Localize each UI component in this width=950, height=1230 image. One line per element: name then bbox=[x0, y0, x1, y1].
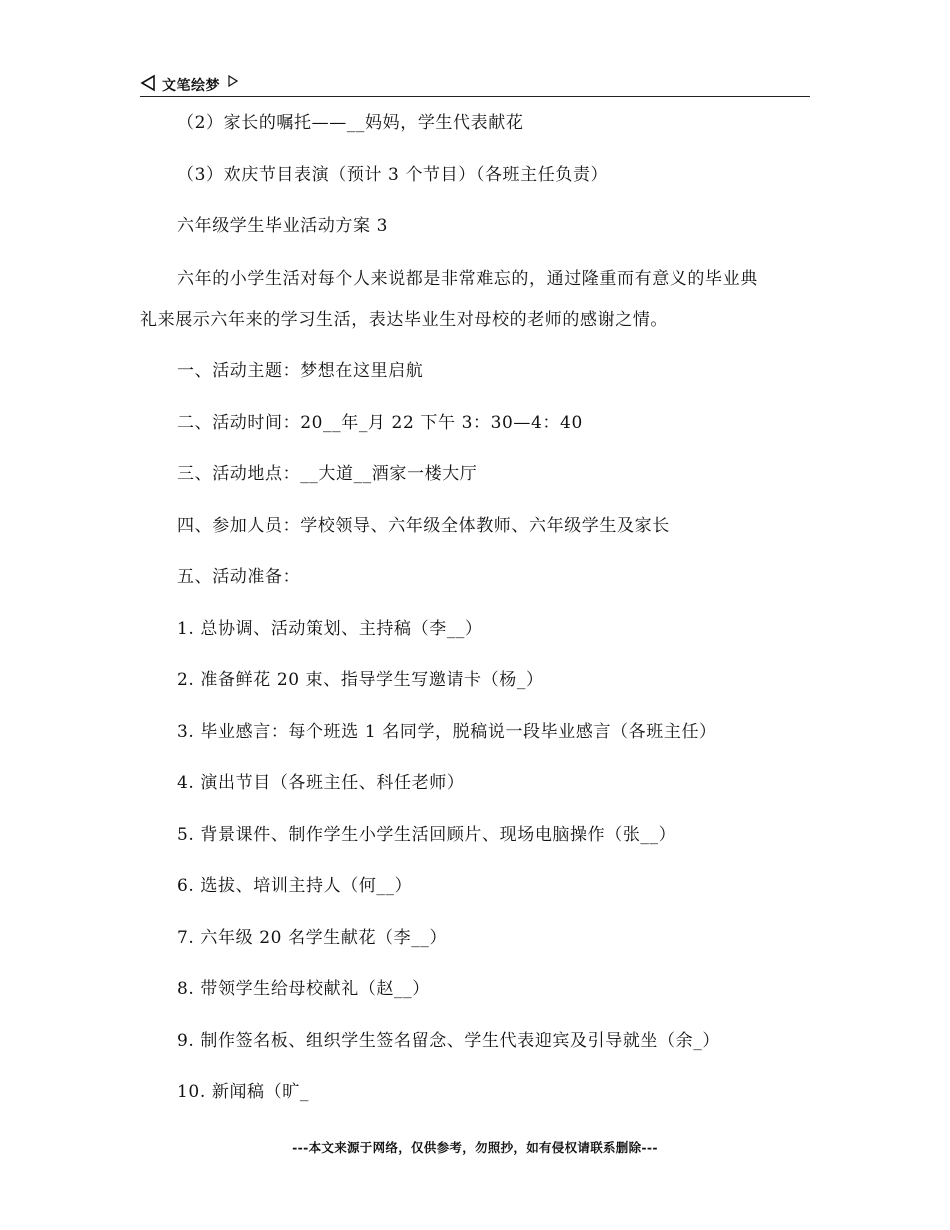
paragraph-line: 礼来展示六年来的学习生活，表达毕业生对母校的老师的感谢之情。 bbox=[140, 309, 668, 330]
text-line: 三、活动地点：__大道__酒家一楼大厅 bbox=[177, 464, 478, 484]
list-item: 6. 选拔、培训主持人（何__） bbox=[177, 876, 413, 896]
list-item: 4. 演出节目（各班主任、科任老师） bbox=[177, 773, 465, 793]
page-footer: ---本文来源于网络，仅供参考，勿照抄，如有侵权请联系删除--- bbox=[292, 1140, 658, 1155]
text-line: 五、活动准备： bbox=[177, 567, 301, 587]
list-item: 2. 准备鲜花 20 束、指导学生写邀请卡（杨_） bbox=[177, 670, 544, 690]
list-item: 10. 新闻稿（旷_ bbox=[177, 1082, 309, 1102]
back-arrow-icon[interactable] bbox=[140, 74, 156, 92]
section-heading: 六年级学生毕业活动方案 3 bbox=[177, 216, 389, 236]
brand-title: 文笔绘梦 bbox=[162, 78, 220, 94]
list-item: 1. 总协调、活动策划、主持稿（李__） bbox=[177, 618, 483, 639]
list-item: 7. 六年级 20 名学生献花（李__） bbox=[177, 927, 448, 948]
document-body bbox=[140, 109, 820, 1130]
text-line: （2）家长的嘱托——__妈妈，学生代表献花 bbox=[177, 113, 524, 133]
forward-arrow-icon[interactable] bbox=[228, 75, 238, 87]
list-item: 3. 毕业感言：每个班选 1 名同学，脱稿说一段毕业感言（各班主任） bbox=[177, 721, 717, 742]
text-line: 二、活动时间：20__年_月 22 下午 3：30—4：40 bbox=[177, 412, 583, 433]
list-item: 9. 制作签名板、组织学生签名留念、学生代表迎宾及引导就坐（余_） bbox=[177, 1030, 720, 1051]
text-line: 一、活动主题：梦想在这里启航 bbox=[177, 361, 424, 381]
list-item: 5. 背景课件、制作学生小学生活回顾片、现场电脑操作（张__） bbox=[177, 824, 677, 845]
paragraph-line: 六年的小学生活对每个人来说都是非常难忘的，通过隆重而有意义的毕业典 bbox=[177, 268, 758, 289]
text-line: （3）欢庆节目表演（预计 3 个节目）（各班主任负责） bbox=[177, 164, 609, 185]
list-item: 8. 带领学生给母校献礼（赵__） bbox=[177, 979, 430, 999]
text-line: 四、参加人员：学校领导、六年级全体教师、六年级学生及家长 bbox=[177, 515, 670, 536]
page-header bbox=[140, 72, 810, 97]
